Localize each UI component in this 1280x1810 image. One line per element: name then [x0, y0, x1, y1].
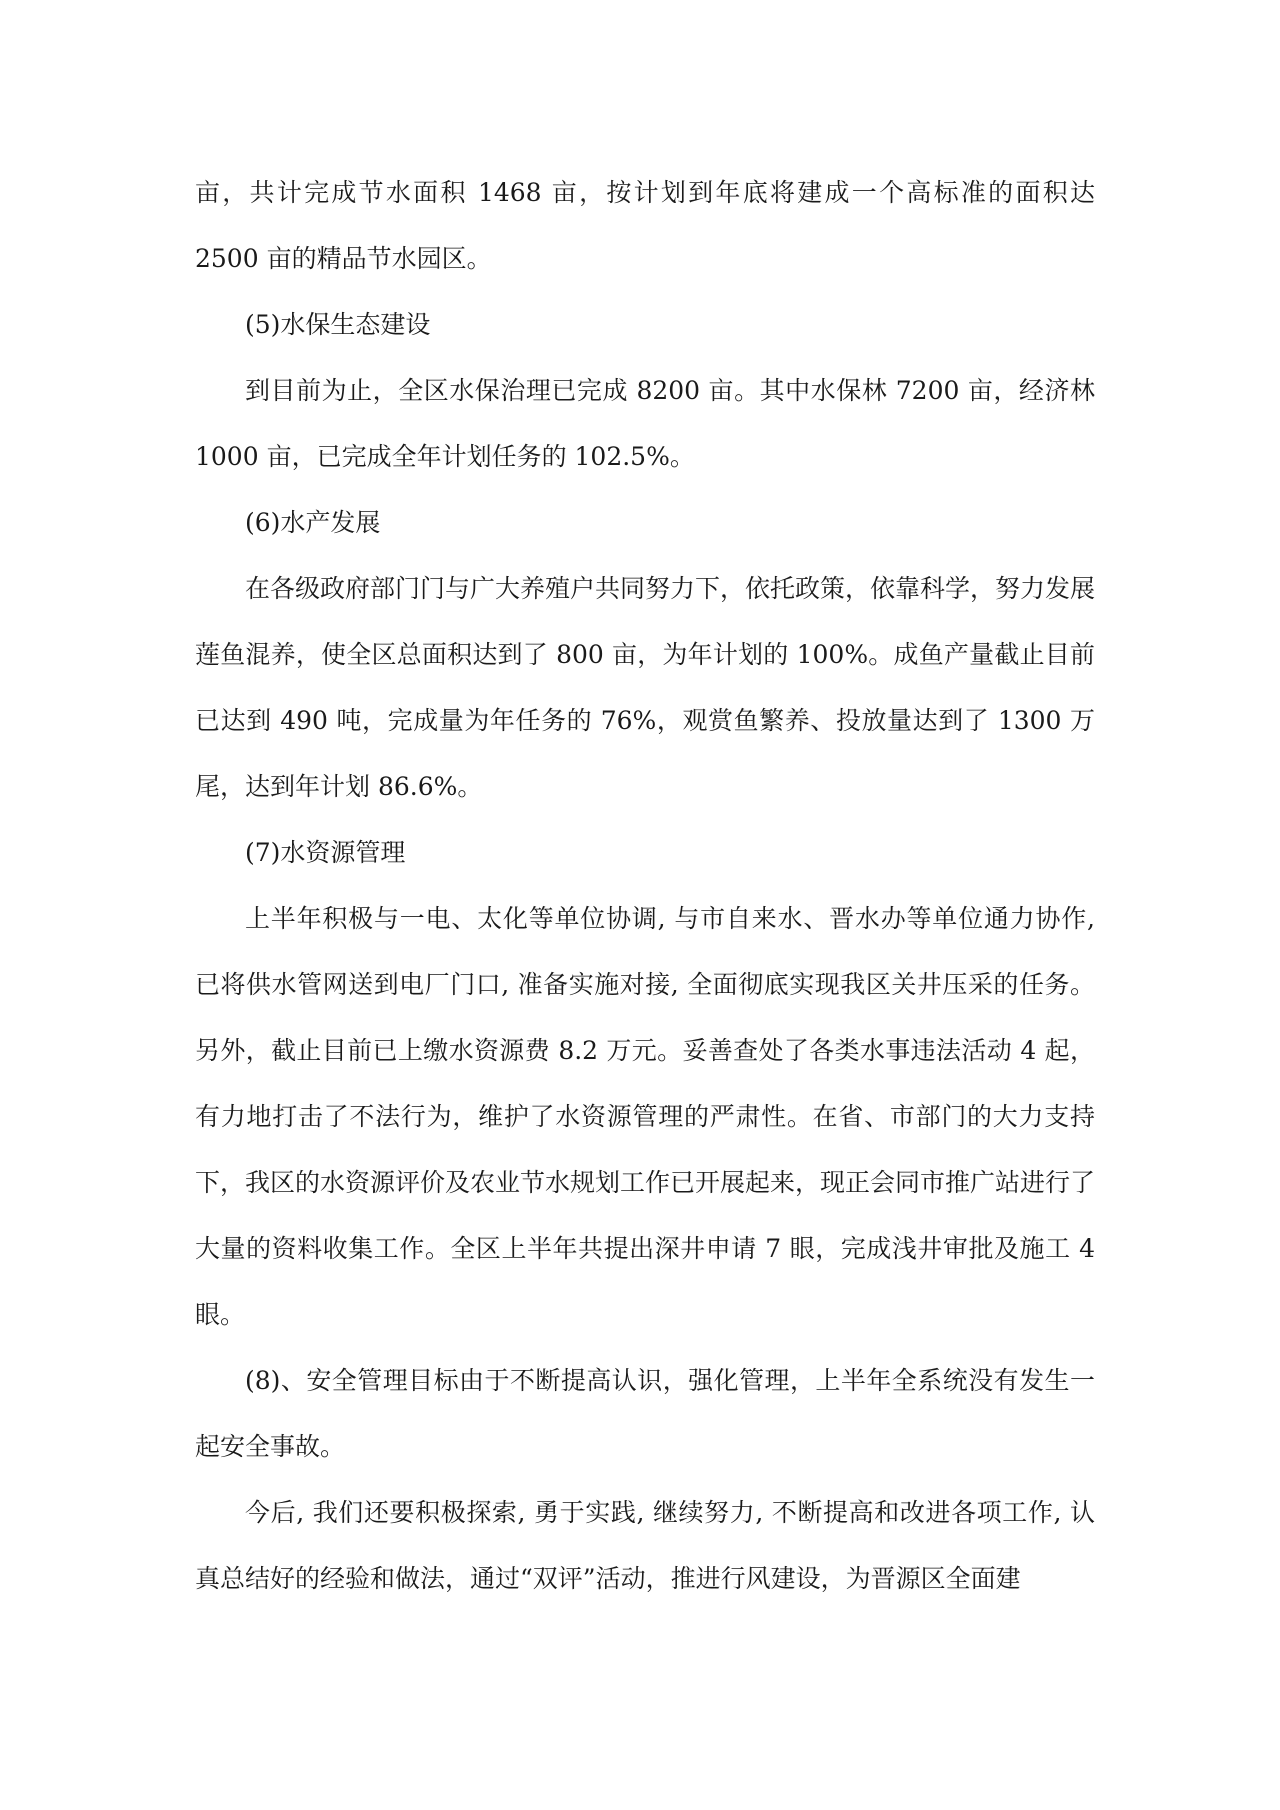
section-heading-7: (7)水资源管理 [245, 838, 406, 867]
document-body [195, 160, 1095, 1612]
section-heading-5: (5)水保生态建设 [245, 310, 431, 339]
paragraph-3: 在各级政府部门门与广大养殖户共同努力下，依托政策，依靠科学，努力发展莲鱼混养，使全区总面积达到了 800 亩，为年计划的 100%。成鱼产量截止目前已达到 490 吨，完成量为年任务的 76%，观赏鱼繁养、投放量达到了 1300 万尾，达到年计划 86.6%。 [195, 574, 1096, 801]
paragraph-6: 今后, 我们还要积极探索, 勇于实践, 继续努力, 不断提高和改进各项工作, 认真总结好的经验和做法，通过“双评”活动，推进行风建设，为晋源区全面建 [195, 1498, 1095, 1593]
section-heading-6: (6)水产发展 [245, 508, 381, 537]
paragraph-5: (8)、安全管理目标由于不断提高认识，强化管理，上半年全系统没有发生一起安全事故。 [195, 1366, 1095, 1461]
paragraph-1: 亩，共计完成节水面积 1468 亩，按计划到年底将建成一个高标准的面积达 2500 亩的精品节水园区。 [195, 178, 1095, 273]
paragraph-2: 到目前为止，全区水保治理已完成 8200 亩。其中水保林 7200 亩，经济林 1000 亩，已完成全年计划任务的 102.5%。 [195, 376, 1095, 471]
paragraph-4: 上半年积极与一电、太化等单位协调, 与市自来水、晋水办等单位通力协作, 已将供水管网送到电厂门口, 准备实施对接, 全面彻底实现我区关井压采的任务。另外，截止目前已上缴水资源费 8.2 万元。妥善查处了各类水事违法活动 4 起，有力地打击了不法行为，维护了水资源管理的严肃性。在省、市部门的大力支持下，我区的水资源评价及农业节水规划工作已开展起来，现正会同市推广站进行了大量的资料收集工作。全区上半年共提出深井申请 7 眼，完成浅井审批及施工 4 眼。 [195, 904, 1096, 1329]
